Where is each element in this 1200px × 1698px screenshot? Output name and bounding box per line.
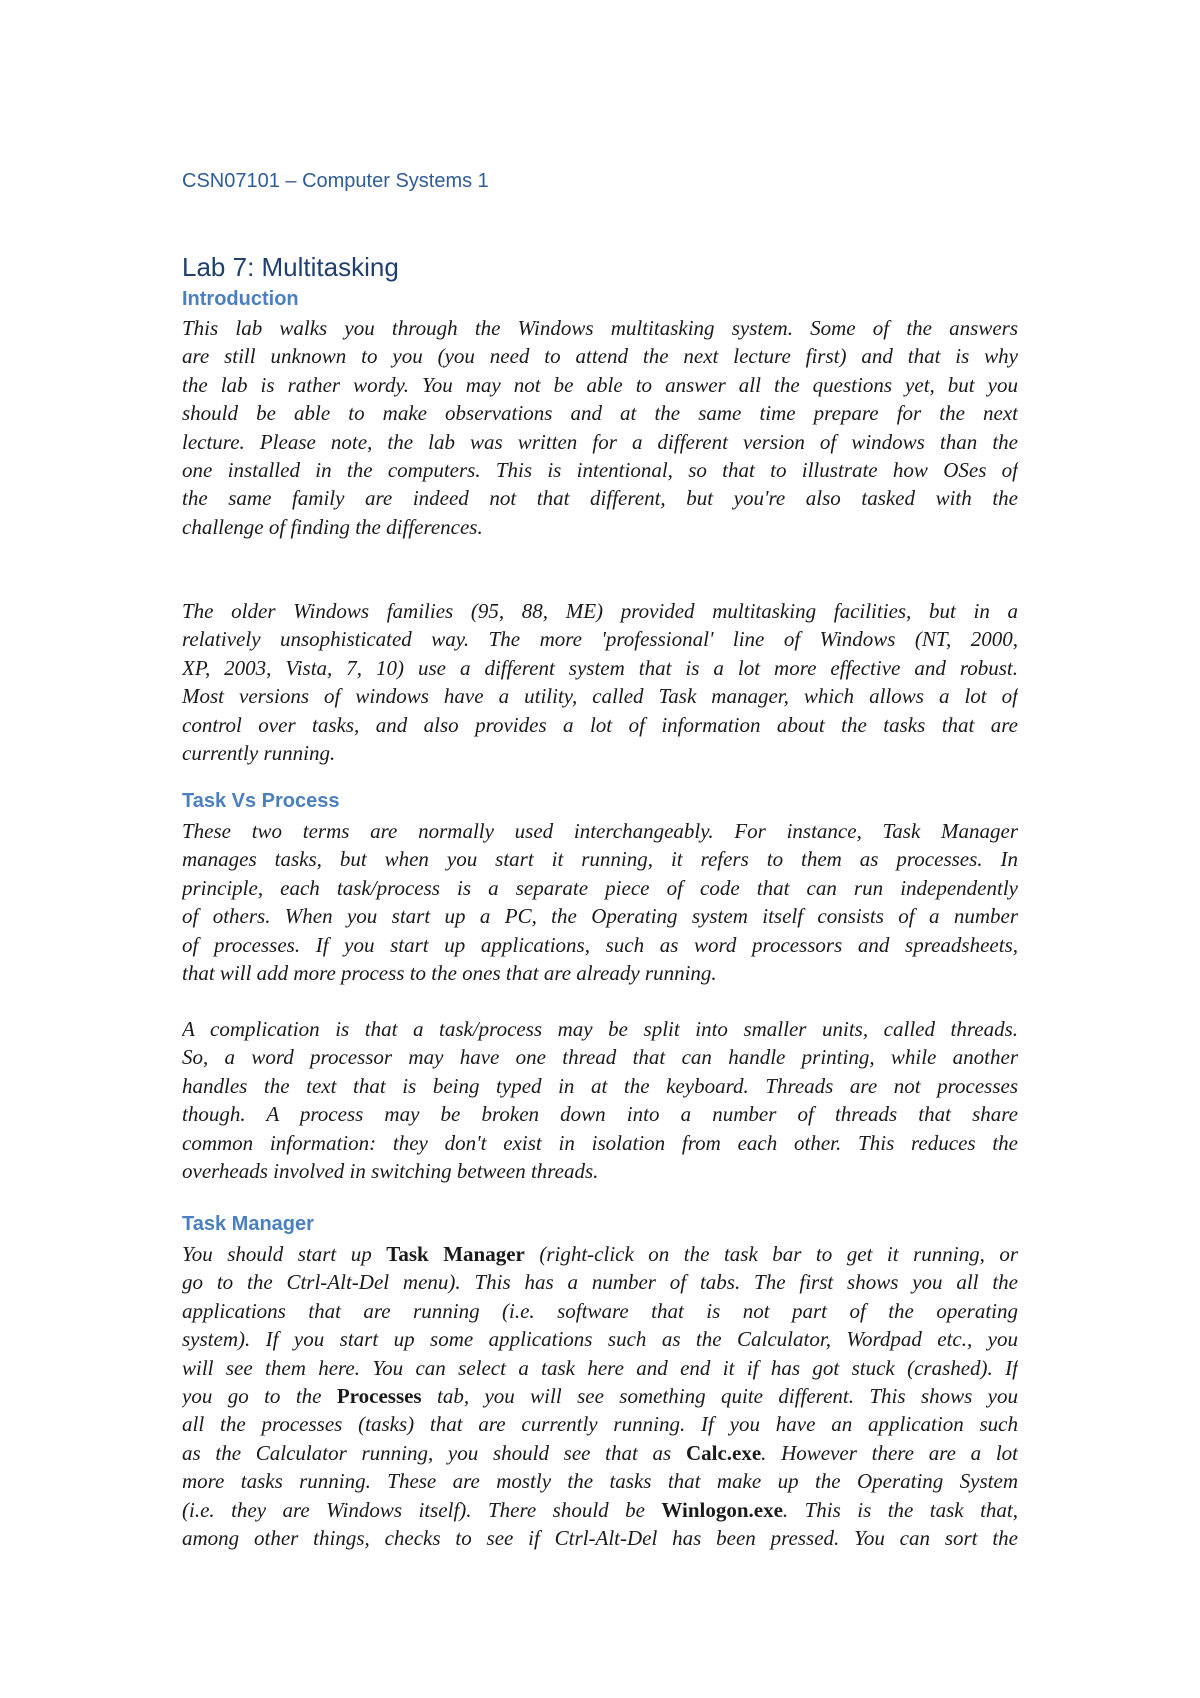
text-line: So, a word processor may have one thread that can handle printing, while another (182, 1045, 1018, 1070)
paragraph-task-vs-process-2 (182, 1015, 1018, 1185)
course-code: CSN07101 – Computer Systems 1 (182, 170, 489, 192)
text-line: the lab is rather wordy. You may not be able to answer all the questions yet, but you (182, 372, 1018, 397)
text-line: control over tasks, and also provides a lot of information about the tasks that are (182, 712, 1018, 737)
text-line (182, 1240, 1018, 1268)
text-line: of processes. If you start up applications, such as word processors and spreadsheets, (182, 932, 1018, 957)
text-line (182, 1439, 1018, 1467)
section-heading-task-vs-process: Task Vs Process (182, 790, 340, 812)
text-line: of others. When you start up a PC, the Operating system itself consists of a number (182, 904, 1018, 929)
lab-title: Lab 7: Multitasking (182, 252, 399, 282)
text-line: Most versions of windows have a utility, called Task manager, which allows a lot of (182, 684, 1018, 709)
text-line: common information: they don't exist in isolation from each other. This reduces the (182, 1130, 1018, 1155)
text-segment: . This is the task that, (782, 1497, 1018, 1522)
text-segment: you go to the (182, 1383, 337, 1408)
text-line: the same family are indeed not that different, but you're also tasked with the (182, 486, 1018, 511)
text-line: The older Windows families (95, 88, ME) provided multitasking facilities, but in a (182, 599, 1018, 623)
text-line: handles the text that is being typed in at the keyboard. Threads are not processes (182, 1073, 1018, 1098)
text-segment: as the Calculator running, you should see that as (182, 1440, 686, 1465)
paragraph-intro-2 (182, 597, 1018, 767)
text-line: This lab walks you through the Windows multitasking system. Some of the answers (182, 316, 1018, 340)
term-calc-exe: Calc.exe (685, 1440, 762, 1465)
text-line: one installed in the computers. This is intentional, so that to illustrate how OSes of (182, 457, 1018, 482)
text-line (182, 1382, 1018, 1410)
paragraph-task-vs-process-1 (182, 817, 1018, 987)
text-line: system). If you start up some applications such as the Calculator, Wordpad etc., you (182, 1327, 1018, 1352)
text-line: though. A process may be broken down into a number of threads that share (182, 1102, 1018, 1127)
text-line: applications that are running (i.e. software that is not part of the operating (182, 1298, 1018, 1323)
text-line: XP, 2003, Vista, 7, 10) use a different system that is a lot more effective and robust. (182, 655, 1018, 680)
text-line: currently running. (182, 740, 336, 765)
text-line: will see them here. You can select a task here and end it if has got stuck (crashed). If (182, 1355, 1018, 1380)
text-line: relatively unsophisticated way. The more 'professional' line of Windows (NT, 2000, (182, 627, 1018, 652)
text-line: overheads involved in switching between threads. (182, 1158, 599, 1183)
text-line: among other things, checks to see if Ctrl-Alt-Del has been pressed. You can sort the (182, 1525, 1018, 1550)
text-line: that will add more process to the ones that are already running. (182, 960, 717, 985)
term-processes-tab: Processes (336, 1383, 422, 1408)
text-segment: (right-click on the task bar to get it running, or (524, 1242, 1018, 1266)
text-line: are still unknown to you (you need to attend the next lecture first) and that is why (182, 344, 1018, 369)
section-heading-introduction: Introduction (182, 288, 299, 310)
text-line: lecture. Please note, the lab was written for a different version of windows than the (182, 429, 1018, 454)
text-segment: You should start up (182, 1242, 387, 1266)
text-line (182, 1496, 1018, 1524)
text-line: A complication is that a task/process may be split into smaller units, called threads. (182, 1017, 1018, 1041)
text-line: principle, each task/process is a separate piece of code that can run independently (182, 875, 1018, 900)
section-heading-task-manager: Task Manager (182, 1213, 314, 1235)
text-line: challenge of finding the differences. (182, 514, 483, 539)
text-segment: . However there are a lot (761, 1440, 1018, 1465)
text-segment: (i.e. they are Windows itself). There should be (182, 1497, 662, 1522)
text-line: These two terms are normally used interchangeably. For instance, Task Manager (182, 819, 1018, 843)
text-line: go to the Ctrl-Alt-Del menu). This has a number of tabs. The first shows you all the (182, 1270, 1018, 1295)
text-line: manages tasks, but when you start it running, it refers to them as processes. In (182, 847, 1018, 872)
term-winlogon-exe: Winlogon.exe (661, 1497, 783, 1522)
text-line: all the processes (tasks) that are currently running. If you have an application such (182, 1412, 1018, 1437)
text-segment: tab, you will see something quite different. This shows you (421, 1383, 1018, 1408)
term-task-manager: Task Manager (386, 1242, 525, 1266)
paragraph-intro-1 (182, 314, 1018, 541)
text-line: more tasks running. These are mostly the tasks that make up the Operating System (182, 1469, 1018, 1494)
text-line: should be able to make observations and at the same time prepare for the next (182, 401, 1018, 426)
paragraph-task-manager (182, 1240, 1018, 1552)
